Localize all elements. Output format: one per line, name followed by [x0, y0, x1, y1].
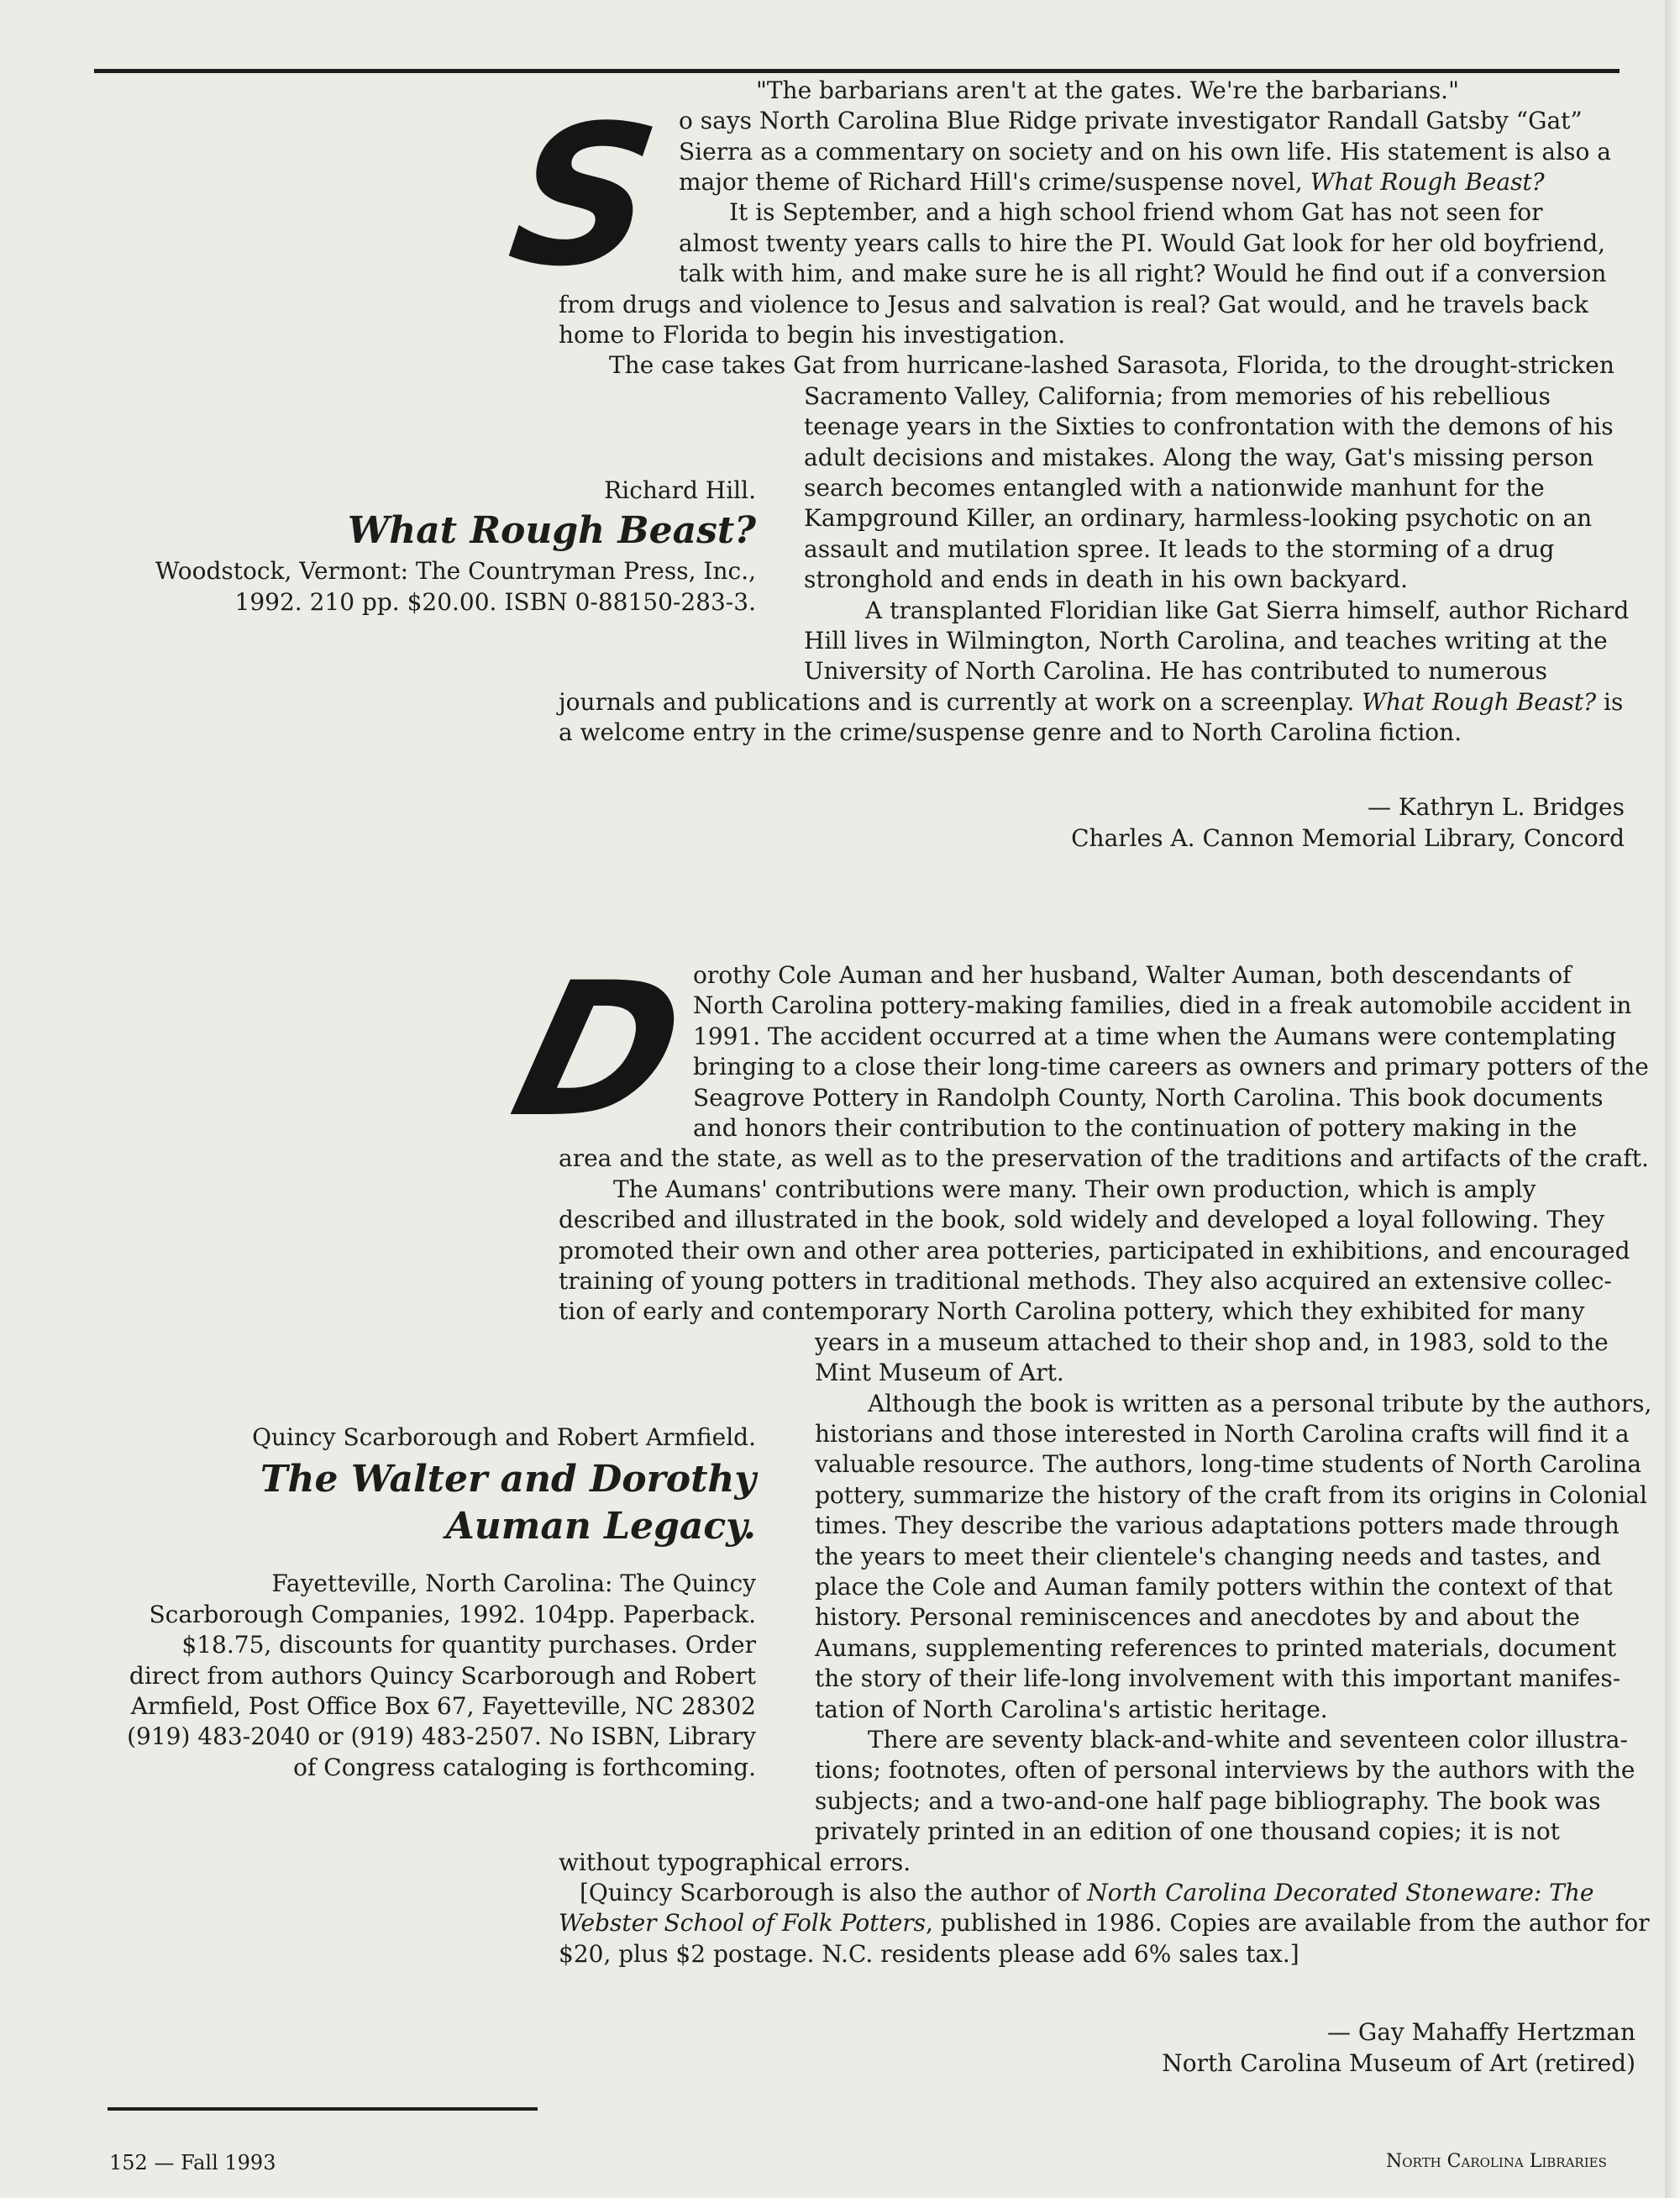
review2-text-line: without typographical errors.	[559, 1848, 911, 1876]
review1-signature	[1071, 791, 1625, 854]
page-edge	[1665, 0, 1680, 2198]
review1-text-line: A transplanted Floridian like Gat Sierra himself, author Richard	[865, 597, 1630, 624]
reviewer-affiliation: Charles A. Cannon Memorial Library, Concord	[1071, 824, 1625, 852]
review2-signature	[1162, 2017, 1635, 2079]
review2-text-line: $20, plus $2 postage. N.C. residents please add 6% sales tax.]	[559, 1940, 1299, 1968]
dropcap-d: D	[496, 943, 703, 1158]
review1-text-line: almost twenty years calls to hire the PI. Would Gat look for her old boyfriend,	[679, 229, 1606, 257]
review1-text-line: from drugs and violence to Jesus and salvation is real? Gat would, and he travels back	[559, 291, 1588, 318]
review1-text-line: Sacramento Valley, California; from memories of his rebellious	[804, 382, 1551, 410]
review1-text-line: The case takes Gat from hurricane-lashed Sarasota, Florida, to the drought-stricken	[609, 351, 1614, 379]
review2-text-line: orothy Cole Auman and her husband, Walter Auman, both descendants of	[693, 961, 1572, 989]
review1-text-line: It is September, and a high school friend whom Gat has not seen for	[729, 198, 1543, 226]
review2-text-line: Seagrove Pottery in Randolph County, North Carolina. This book documents	[693, 1084, 1604, 1112]
review2-pub-line: $18.75, discounts for quantity purchases. Order	[181, 1631, 756, 1659]
review2-text-line: Although the book is written as a personal tribute by the authors,	[868, 1390, 1652, 1417]
review2-book-title: The Walter and Dorothy	[260, 1458, 756, 1501]
review2-text-line: valuable resource. The authors, long-time students of North Carolina	[815, 1450, 1642, 1478]
footer-rule	[108, 2107, 538, 2111]
review1-book-title: What Rough Beast?	[347, 509, 756, 553]
review2-text-line: privately printed in an edition of one thousand copies; it is not	[815, 1817, 1560, 1845]
review1-text-line: assault and mutilation spree. It leads to the storming of a drug	[804, 535, 1555, 563]
review2-text-line: history. Personal reminiscences and anecdotes by and about the	[815, 1603, 1580, 1631]
review2-pub-line: direct from authors Quincy Scarborough and Robert	[129, 1661, 756, 1690]
review2-pub-line: Armfield, Post Office Box 67, Fayetteville, NC 28302	[130, 1692, 756, 1721]
review2-pub-line: (919) 483-2040 or (919) 483-2507. No ISBN, Library	[127, 1722, 756, 1751]
review1-pub-line: 1992. 210 pp. $20.00. ISBN 0-88150-283-3.	[234, 587, 756, 616]
reviewer-affiliation: North Carolina Museum of Art (retired)	[1162, 2049, 1635, 2077]
review2-pub-line: of Congress cataloging is forthcoming.	[293, 1753, 756, 1781]
review1-text-line: University of North Carolina. He has contributed to numerous	[804, 657, 1547, 685]
review2-text-line: the years to meet their clientele's changing needs and tastes, and	[815, 1543, 1602, 1570]
review2-text-line: tion of early and contemporary North Carolina pottery, which they exhibited for many	[559, 1297, 1585, 1325]
review2-text-line: bringing to a close their long-time careers as owners and primary potters of the	[693, 1053, 1649, 1081]
review2-text-line: pottery, summarize the history of the craft from its origins in Colonial	[815, 1481, 1647, 1509]
review2-text-line: historians and those interested in North Carolina crafts will find it a	[815, 1420, 1630, 1448]
top-rule	[94, 69, 1620, 73]
review2-text-line: The Aumans' contributions were many. Their own production, which is amply	[613, 1175, 1536, 1203]
review1-pub-line: Woodstock, Vermont: The Countryman Press, Inc.,	[155, 557, 756, 586]
review2-text-line: 1991. The accident occurred at a time when the Aumans were contemplating	[693, 1023, 1617, 1050]
review1-text-line: home to Florida to begin his investigation.	[559, 321, 1066, 349]
review1-text-line: stronghold and ends in death in his own backyard.	[804, 565, 1408, 593]
review1-text-line: adult decisions and mistakes. Along the way, Gat's missing person	[804, 444, 1594, 471]
page-number: 152 — Fall 1993	[109, 2151, 276, 2174]
review2-text-line: Mint Museum of Art.	[815, 1359, 1064, 1386]
review2-pub-line: Fayetteville, North Carolina: The Quincy	[271, 1570, 756, 1598]
reviewer-name: — Gay Mahaffy Hertzman	[1326, 2018, 1635, 2046]
review2-text-line: the story of their life-long involvement with this important manifes-	[815, 1664, 1621, 1692]
review1-citation	[155, 476, 756, 618]
review1-text-line: major theme of Richard Hill's crime/suspense novel, What Rough Beast?	[679, 168, 1545, 196]
review2-text-line: There are seventy black-and-white and seventeen color illustra-	[868, 1726, 1628, 1754]
review1-text-line: teenage years in the Sixties to confrontation with the demons of his	[804, 413, 1614, 440]
review2-authors: Quincy Scarborough and Robert Armfield.	[252, 1423, 756, 1451]
review2-book-title: Auman Legacy.	[445, 1505, 756, 1549]
dropcap-s: S	[498, 85, 669, 309]
review2-text-line: Aumans, supplementing references to printed materials, document	[815, 1634, 1617, 1662]
review1-text-line: talk with him, and make sure he is all right? Would he find out if a conversion	[679, 260, 1607, 287]
review2-text-line: times. They describe the various adaptations potters made through	[815, 1512, 1620, 1539]
publication-name: North Carolina Libraries	[1386, 2151, 1607, 2172]
review2-text-line: years in a museum attached to their shop and, in 1983, sold to the	[815, 1328, 1609, 1356]
review2-text-line: promoted their own and other area potteries, participated in exhibitions, and encouraged	[559, 1237, 1630, 1265]
review2-text-line: training of young potters in traditional methods. They also acquired an extensive collec-	[559, 1267, 1612, 1295]
review2-text-line: [Quincy Scarborough is also the author of North Carolina Decorated Stoneware: The	[580, 1879, 1594, 1906]
review1-text-line: o says North Carolina Blue Ridge private investigator Randall Gatsby “Gat”	[679, 107, 1583, 134]
review1-text-line: Sierra as a commentary on society and on his own life. His statement is also a	[679, 138, 1611, 166]
review2-text-line: tions; footnotes, often of personal interviews by the authors with the	[815, 1756, 1635, 1784]
review2-pub-line: Scarborough Companies, 1992. 104pp. Paperback.	[149, 1600, 756, 1628]
reviewer-name: — Kathryn L. Bridges	[1367, 793, 1625, 821]
review1-text-line: a welcome entry in the crime/suspense genre and to North Carolina fiction.	[559, 718, 1462, 746]
review2-text-line: North Carolina pottery-making families, died in a freak automobile accident in	[693, 991, 1632, 1019]
review1-author: Richard Hill.	[604, 476, 756, 504]
review2-text-line: subjects; and a two-and-one half page bibliography. The book was	[815, 1787, 1601, 1815]
review1-text-line: "The barbarians aren't at the gates. We're the barbarians."	[756, 76, 1459, 104]
review2-text-line: place the Cole and Auman family potters within the context of that	[815, 1573, 1613, 1601]
review1-text-line: journals and publications and is currently at work on a screenplay. What Rough Beast? is	[559, 688, 1624, 716]
review2-text-line: and honors their contribution to the continuation of pottery making in the	[693, 1114, 1578, 1142]
review2-text-line: area and the state, as well as to the preservation of the traditions and artifacts of the craft.	[559, 1144, 1649, 1172]
review1-text-line: Kampground Killer, an ordinary, harmless-looking psychotic on an	[804, 504, 1593, 532]
review2-citation	[127, 1422, 756, 1783]
review2-text-line: described and illustrated in the book, sold widely and developed a loyal following. They	[559, 1206, 1605, 1233]
review2-text-line: Webster School of Folk Potters, published in 1986. Copies are available from the author for	[559, 1909, 1650, 1937]
review1-text-line: search becomes entangled with a nationwide manhunt for the	[804, 474, 1545, 502]
review2-text-line: tation of North Carolina's artistic heritage.	[815, 1696, 1328, 1723]
review1-text-line: Hill lives in Wilmington, North Carolina, and teaches writing at the	[804, 627, 1608, 655]
